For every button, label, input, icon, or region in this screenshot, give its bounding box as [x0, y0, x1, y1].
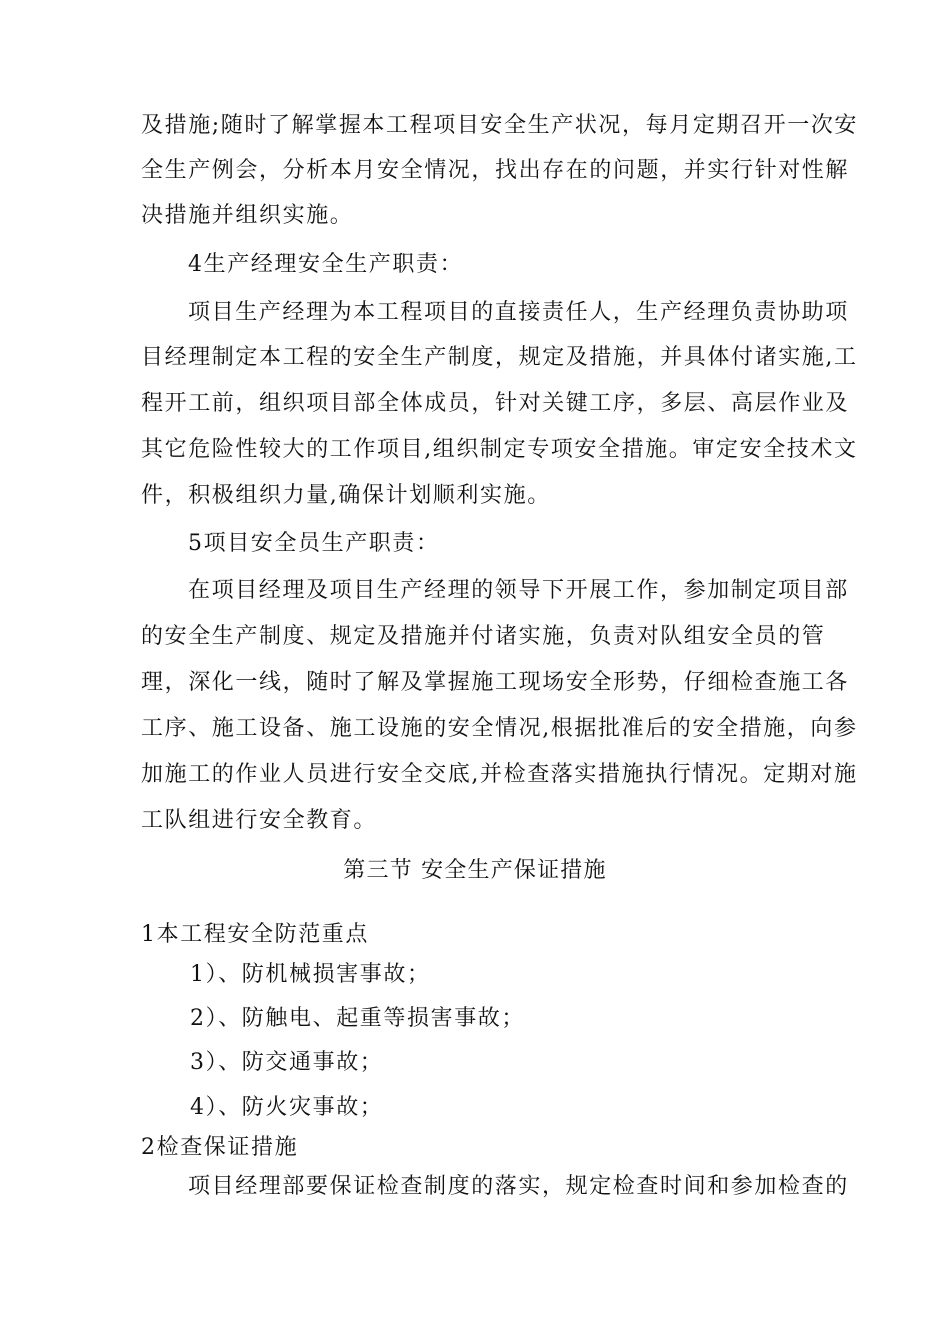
- paragraph-line: 目经理制定本工程的安全生产制度，规定及措施，并具体付诸实施,工: [141, 345, 858, 370]
- list-item: 3）、防交通事故；: [190, 1050, 384, 1075]
- paragraph-line: 工序、施工设备、施工设施的安全情况,根据批准后的安全措施，向参: [141, 716, 858, 741]
- paragraph-line: 及措施;随时了解掌握本工程项目安全生产状况，每月定期召开一次安: [141, 113, 859, 138]
- paragraph-line: 项目经理部要保证检查制度的落实，规定检查时间和参加检查的: [188, 1174, 849, 1199]
- paragraph-line: 加施工的作业人员进行安全交底,并检查落实措施执行情况。定期对施: [141, 762, 858, 787]
- paragraph-line: 工队组进行安全教育。: [141, 808, 378, 833]
- paragraph-line: 的安全生产制度、规定及措施并付诸实施，负责对队组安全员的管: [141, 624, 826, 649]
- subheading-2: 2检查保证措施: [141, 1135, 299, 1160]
- paragraph-line: 项目生产经理为本工程项目的直接责任人，生产经理负责协助项: [188, 300, 849, 325]
- paragraph-line: 决措施并组织实施。: [141, 203, 354, 228]
- paragraph-line: 理，深化一线，随时了解及掌握施工现场安全形势，仔细检查施工各: [141, 670, 850, 695]
- paragraph-line: 全生产例会，分析本月安全情况，找出存在的问题，并实行针对性解: [141, 158, 850, 183]
- heading-4: 4生产经理安全生产职责：: [188, 252, 464, 277]
- list-item: 4）、防火灾事故；: [190, 1095, 384, 1120]
- paragraph-line: 其它危险性较大的工作项目,组织制定专项安全措施。审定安全技术文: [141, 437, 858, 462]
- paragraph-line: 程开工前，组织项目部全体成员，针对关键工序，多层、高层作业及: [141, 391, 850, 416]
- paragraph-line: 件，积极组织力量,确保计划顺利实施。: [141, 483, 551, 508]
- paragraph-line: 在项目经理及项目生产经理的领导下开展工作，参加制定项目部: [188, 578, 849, 603]
- subheading-1: 1本工程安全防范重点: [141, 922, 369, 947]
- heading-5: 5项目安全员生产职责：: [188, 531, 440, 556]
- section-title: 第三节 安全生产保证措施: [343, 858, 607, 883]
- list-item: 1）、防机械损害事故；: [190, 962, 431, 987]
- list-item: 2）、防触电、起重等损害事故；: [190, 1006, 525, 1031]
